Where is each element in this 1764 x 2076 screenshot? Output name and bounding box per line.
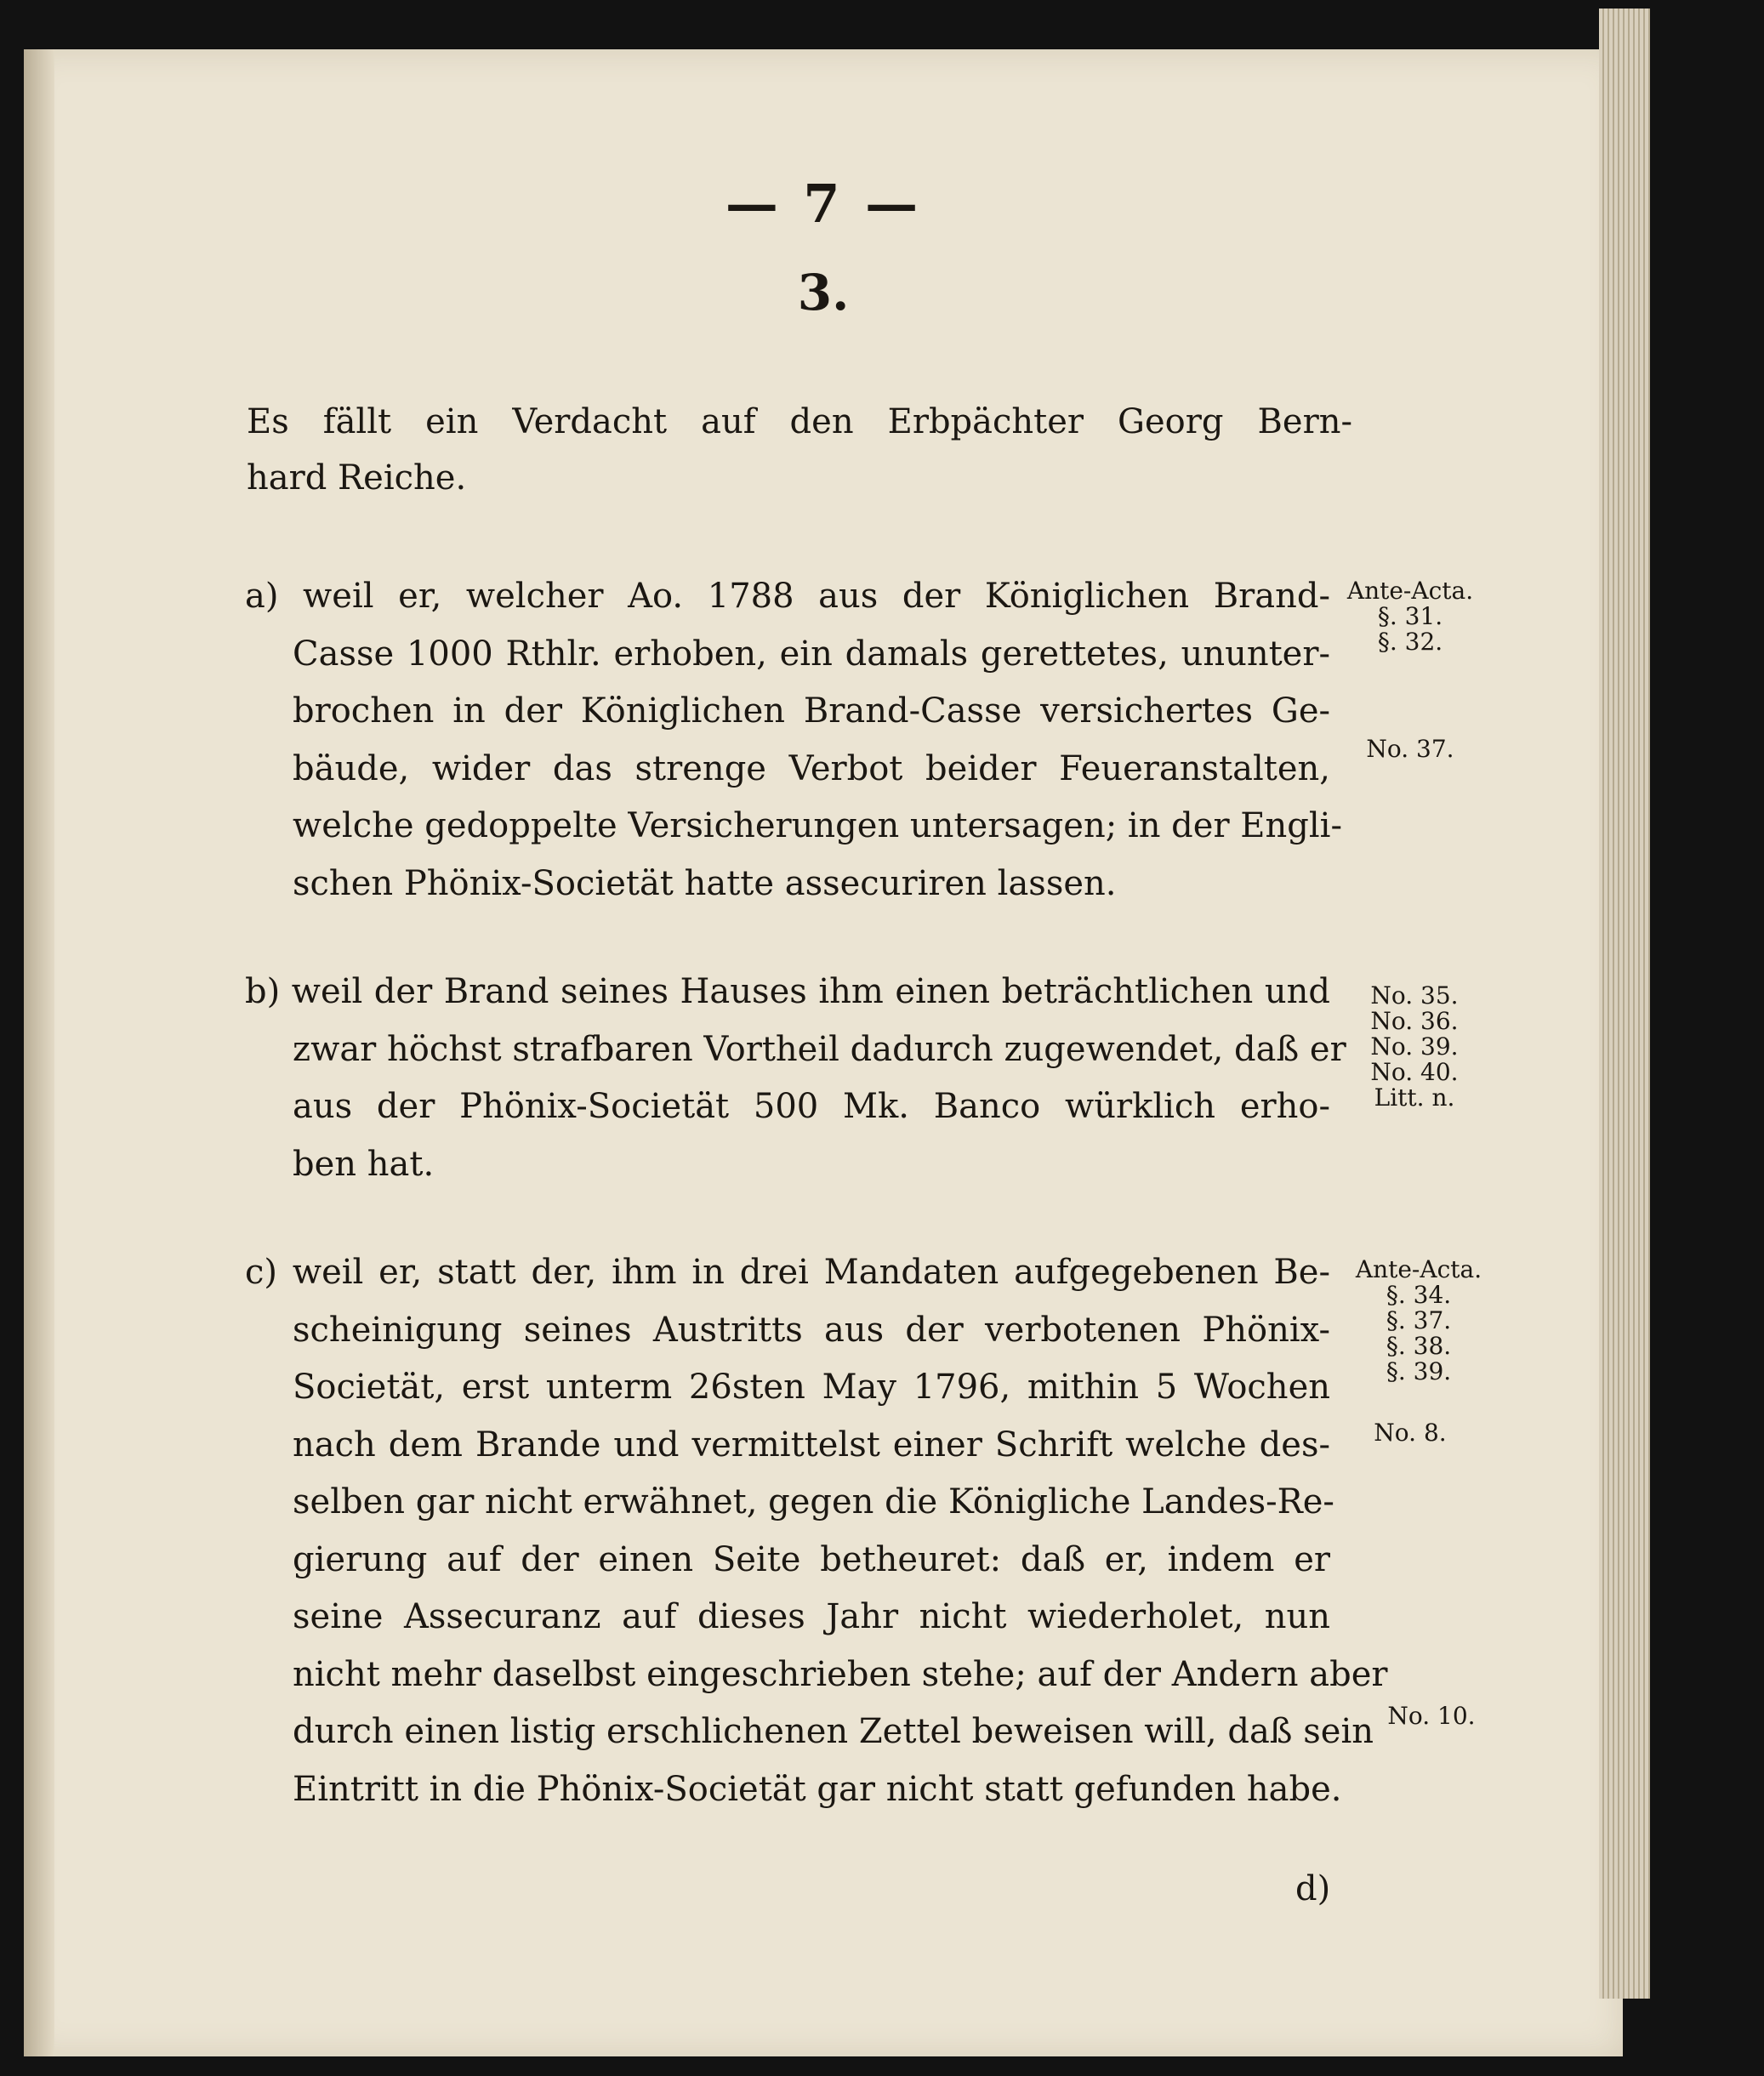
item-line: selben gar nicht erwähnet, gegen die Königliche Landes-Re- [293,1482,1334,1521]
margin-note-line: No. 37. [1366,735,1454,763]
item-line: zwar höchst strafbaren Vortheil dadurch zugewendet, daß er [293,1029,1346,1069]
item-line: Eintritt in die Phönix-Societät gar nicht statt gefunden habe. [293,1769,1342,1809]
item-line: welche gedoppelte Versicherungen untersagen; in der Engli- [293,806,1342,845]
catchword: d) [1295,1869,1331,1908]
margin-note-c2 [1359,1420,1461,1446]
page-edges [1599,9,1650,1999]
margin-note-line: §. 37. [1386,1306,1452,1334]
margin-note-line: §. 31. [1377,602,1443,630]
margin-note-line: §. 39. [1386,1357,1452,1385]
item-line: Societät, erst unterm 26sten May 1796, mithin 5 Wochen [293,1368,1330,1407]
margin-note-a [1325,578,1495,655]
margin-note-line: No. 35. [1370,981,1459,1010]
item-line: seine Assecuranz auf dieses Jahr nicht wiederholet, nun [293,1597,1330,1636]
item-line: a) weil er, welcher Ao. 1788 aus der Königlichen Brand- [245,577,1330,616]
intro-line: Es fällt ein Verdacht auf den Erbpächter Georg Bern- [247,402,1352,441]
margin-note-line: Litt. n. [1374,1084,1455,1112]
margin-note-line: §. 38. [1386,1332,1452,1360]
margin-note-line: No. 40. [1370,1058,1459,1086]
intro-line: hard Reiche. [247,458,467,498]
intro-paragraph [247,394,1352,506]
margin-note-c3 [1363,1703,1499,1729]
margin-note-line: No. 36. [1370,1007,1459,1035]
margin-note-b [1351,983,1478,1111]
item-b-paragraph [245,964,1346,1193]
margin-note-c [1338,1257,1499,1385]
section-number: 3. [797,264,850,321]
item-line: nicht mehr daselbst eingeschrieben stehe; auf der Andern aber [293,1654,1388,1694]
margin-note-line: §. 32. [1377,628,1443,656]
item-c-paragraph [245,1244,1388,1818]
item-line: gierung auf der einen Seite betheuret: daß er, indem er [293,1539,1330,1579]
item-line: brochen in der Königlichen Brand-Casse versichertes Ge- [293,691,1330,731]
item-line: bäude, wider das strenge Verbot beider Feueranstalten, [293,748,1330,788]
item-line: scheinigung seines Austritts aus der verbotenen Phönix- [293,1310,1330,1350]
item-line: b) weil der Brand seines Hauses ihm einen beträchtlichen und [245,972,1330,1011]
margin-note-a2 [1351,737,1470,762]
margin-note-line: No. 39. [1370,1032,1459,1061]
margin-note-line: §. 34. [1386,1281,1452,1309]
item-line: ben hat. [293,1144,435,1184]
item-line: Casse 1000 Rthlr. erhoben, ein damals gerettetes, ununter- [293,634,1330,674]
page-number: — 7 — [725,173,922,235]
item-line: schen Phönix-Societät hatte assecuriren lassen. [293,863,1117,903]
item-line: durch einen listig erschlichenen Zettel beweisen will, daß sein [293,1712,1374,1751]
margin-note-line: Ante-Acta. [1355,1255,1482,1283]
book-page [24,49,1623,2056]
margin-note-line: No. 8. [1374,1419,1447,1447]
page-gutter [24,49,54,2056]
item-a-paragraph [245,568,1342,913]
item-line: aus der Phönix-Societät 500 Mk. Banco würklich erho- [293,1087,1330,1126]
margin-note-line: Ante-Acta. [1346,577,1474,605]
item-line: c) weil er, statt der, ihm in drei Mandaten aufgegebenen Be- [245,1253,1330,1292]
margin-note-line: No. 10. [1387,1702,1476,1730]
item-line: nach dem Brande und vermittelst einer Schrift welche des- [293,1425,1330,1465]
